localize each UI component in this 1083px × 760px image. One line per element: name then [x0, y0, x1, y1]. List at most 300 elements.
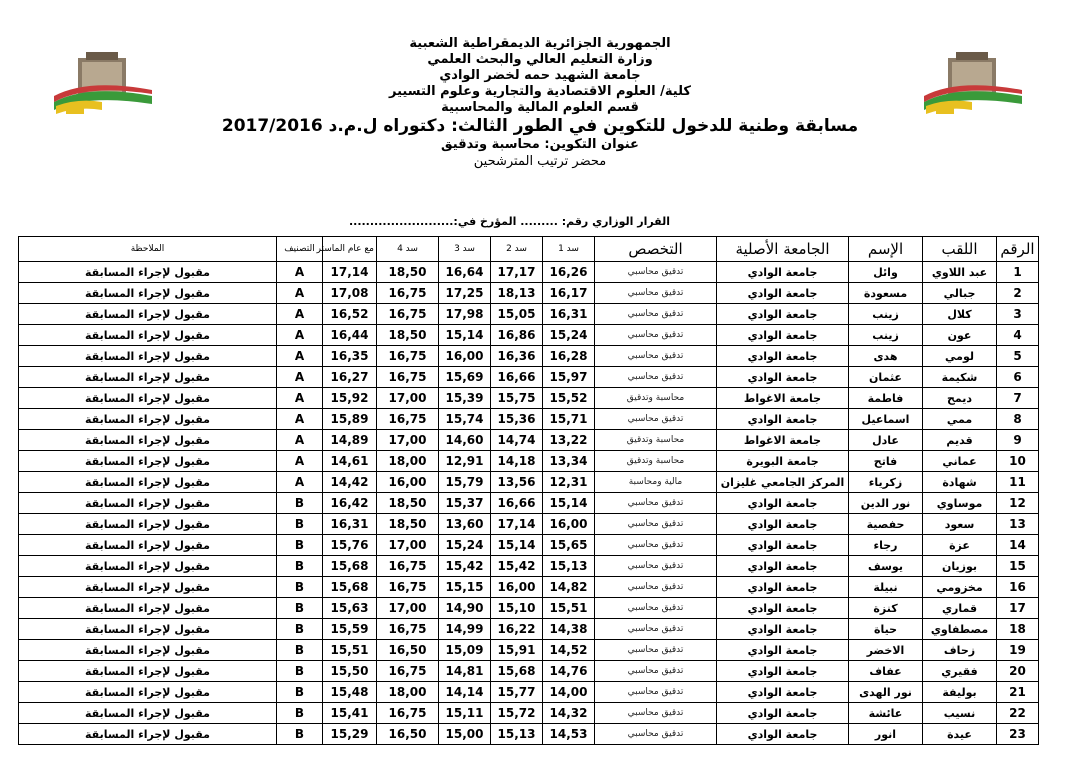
university-logo-icon	[918, 44, 1028, 134]
s3-cell: 14,60	[439, 430, 491, 451]
rank-cell: 18	[997, 619, 1039, 640]
master-avg-cell: 16,42	[323, 493, 377, 514]
master-avg-cell: 15,92	[323, 388, 377, 409]
remark-cell: مقبول لإجراء المسابقة	[19, 640, 277, 661]
document-header	[190, 36, 890, 170]
surname-cell: عزة	[923, 535, 997, 556]
s4-cell: 16,75	[377, 346, 439, 367]
classification-cell: A	[277, 430, 323, 451]
master-avg-cell: 15,51	[323, 640, 377, 661]
republic-line: الجمهورية الجزائرية الديمقراطية الشعبية	[409, 36, 671, 51]
s2-cell: 15,13	[491, 724, 543, 745]
s4-cell: 16,75	[377, 283, 439, 304]
surname-cell: عيدة	[923, 724, 997, 745]
s4-cell: 16,75	[377, 619, 439, 640]
classification-cell: A	[277, 472, 323, 493]
col-s4-header: سد 4	[377, 237, 439, 262]
remark-cell: مقبول لإجراء المسابقة	[19, 724, 277, 745]
surname-cell: عماني	[923, 451, 997, 472]
remark-cell: مقبول لإجراء المسابقة	[19, 682, 277, 703]
university-cell: جامعة الوادي	[717, 640, 849, 661]
classification-cell: B	[277, 598, 323, 619]
table-row	[19, 451, 1039, 472]
university-cell: جامعة الوادي	[717, 577, 849, 598]
specialty-cell: تدقيق محاسبي	[595, 325, 717, 346]
university-logo-left	[48, 44, 158, 134]
specialty-cell: محاسبة وتدقيق	[595, 430, 717, 451]
classification-cell: A	[277, 388, 323, 409]
remark-cell: مقبول لإجراء المسابقة	[19, 619, 277, 640]
s1-cell: 12,31	[543, 472, 595, 493]
classification-cell: A	[277, 304, 323, 325]
master-avg-cell: 16,52	[323, 304, 377, 325]
rank-cell: 21	[997, 682, 1039, 703]
university-cell: جامعة البويرة	[717, 451, 849, 472]
table-row	[19, 325, 1039, 346]
specialty-cell: تدقيق محاسبي	[595, 262, 717, 283]
s1-cell: 16,17	[543, 283, 595, 304]
s2-cell: 16,22	[491, 619, 543, 640]
name-cell: فاتح	[849, 451, 923, 472]
remark-cell: مقبول لإجراء المسابقة	[19, 535, 277, 556]
specialty-cell: تدقيق محاسبي	[595, 619, 717, 640]
specialty-cell: تدقيق محاسبي	[595, 640, 717, 661]
s1-cell: 13,22	[543, 430, 595, 451]
s4-cell: 18,00	[377, 682, 439, 703]
master-avg-cell: 14,42	[323, 472, 377, 493]
table-row	[19, 409, 1039, 430]
classification-cell: A	[277, 325, 323, 346]
s4-cell: 16,75	[377, 304, 439, 325]
name-cell: انور	[849, 724, 923, 745]
classification-cell: B	[277, 493, 323, 514]
university-cell: جامعة الوادي	[717, 661, 849, 682]
classification-cell: A	[277, 262, 323, 283]
minutes-label: محضر ترتيب المترشحين	[473, 154, 607, 169]
col-specialty-header: التخصص	[595, 237, 717, 262]
master-avg-cell: 17,14	[323, 262, 377, 283]
university-cell: جامعة الاغواط	[717, 430, 849, 451]
rank-cell: 16	[997, 577, 1039, 598]
university-cell: جامعة الوادي	[717, 682, 849, 703]
classification-cell: B	[277, 514, 323, 535]
s2-cell: 13,56	[491, 472, 543, 493]
table-row	[19, 661, 1039, 682]
classification-cell: B	[277, 661, 323, 682]
department-line: قسم العلوم المالية والمحاسبية	[441, 100, 639, 115]
specialty-cell: تدقيق محاسبي	[595, 514, 717, 535]
s2-cell: 16,86	[491, 325, 543, 346]
name-cell: نور الهدى	[849, 682, 923, 703]
surname-cell: زحاف	[923, 640, 997, 661]
s4-cell: 18,50	[377, 514, 439, 535]
university-cell: المركز الجامعي غليزان	[717, 472, 849, 493]
remark-cell: مقبول لإجراء المسابقة	[19, 556, 277, 577]
s2-cell: 15,42	[491, 556, 543, 577]
s4-cell: 18,00	[377, 451, 439, 472]
classification-cell: A	[277, 451, 323, 472]
table-row	[19, 388, 1039, 409]
table-row	[19, 430, 1039, 451]
remark-cell: مقبول لإجراء المسابقة	[19, 703, 277, 724]
name-cell: حياة	[849, 619, 923, 640]
specialty-cell: تدقيق محاسبي	[595, 304, 717, 325]
table-row	[19, 640, 1039, 661]
name-cell: اسماعيل	[849, 409, 923, 430]
surname-cell: مخزومي	[923, 577, 997, 598]
name-cell: عفاف	[849, 661, 923, 682]
s4-cell: 18,50	[377, 325, 439, 346]
name-cell: وائل	[849, 262, 923, 283]
rank-cell: 23	[997, 724, 1039, 745]
remark-cell: مقبول لإجراء المسابقة	[19, 577, 277, 598]
s2-cell: 15,72	[491, 703, 543, 724]
table-row	[19, 598, 1039, 619]
s2-cell: 14,18	[491, 451, 543, 472]
university-cell: جامعة الوادي	[717, 619, 849, 640]
specialty-cell: تدقيق محاسبي	[595, 661, 717, 682]
s3-cell: 15,11	[439, 703, 491, 724]
s4-cell: 17,00	[377, 598, 439, 619]
s1-cell: 16,00	[543, 514, 595, 535]
col-name-header: الإسم	[849, 237, 923, 262]
specialty-cell: محاسبة وتدقيق	[595, 388, 717, 409]
remark-cell: مقبول لإجراء المسابقة	[19, 388, 277, 409]
name-cell: زكرياء	[849, 472, 923, 493]
s3-cell: 15,09	[439, 640, 491, 661]
specialty-cell: تدقيق محاسبي	[595, 556, 717, 577]
name-cell: عادل	[849, 430, 923, 451]
s3-cell: 15,74	[439, 409, 491, 430]
col-classification-header: التصنيف	[277, 237, 323, 262]
s1-cell: 14,76	[543, 661, 595, 682]
university-line: جامعة الشهيد حمه لخضر الوادي	[439, 68, 641, 83]
col-remark-header: الملاحظة	[19, 237, 277, 262]
s2-cell: 16,66	[491, 493, 543, 514]
table-header-row	[19, 237, 1039, 262]
master-avg-cell: 15,59	[323, 619, 377, 640]
rank-cell: 17	[997, 598, 1039, 619]
master-avg-cell: 15,29	[323, 724, 377, 745]
table-row	[19, 493, 1039, 514]
surname-cell: عبد اللاوي	[923, 262, 997, 283]
s2-cell: 15,36	[491, 409, 543, 430]
name-cell: عائشة	[849, 703, 923, 724]
specialty-cell: تدقيق محاسبي	[595, 493, 717, 514]
master-avg-cell: 15,68	[323, 577, 377, 598]
s1-cell: 15,65	[543, 535, 595, 556]
master-avg-cell: 16,35	[323, 346, 377, 367]
rank-cell: 2	[997, 283, 1039, 304]
remark-cell: مقبول لإجراء المسابقة	[19, 283, 277, 304]
name-cell: الاخضر	[849, 640, 923, 661]
table-row	[19, 367, 1039, 388]
rank-cell: 13	[997, 514, 1039, 535]
specialty-cell: تدقيق محاسبي	[595, 535, 717, 556]
rank-cell: 19	[997, 640, 1039, 661]
s1-cell: 15,14	[543, 493, 595, 514]
rank-cell: 9	[997, 430, 1039, 451]
name-cell: فاطمة	[849, 388, 923, 409]
s1-cell: 14,32	[543, 703, 595, 724]
surname-cell: شهادة	[923, 472, 997, 493]
remark-cell: مقبول لإجراء المسابقة	[19, 367, 277, 388]
specialty-cell: تدقيق محاسبي	[595, 367, 717, 388]
s2-cell: 15,91	[491, 640, 543, 661]
specialty-cell: تدقيق محاسبي	[595, 283, 717, 304]
table-row	[19, 682, 1039, 703]
remark-cell: مقبول لإجراء المسابقة	[19, 514, 277, 535]
s3-cell: 15,79	[439, 472, 491, 493]
s3-cell: 16,64	[439, 262, 491, 283]
s1-cell: 14,82	[543, 577, 595, 598]
name-cell: نبيلة	[849, 577, 923, 598]
s4-cell: 16,75	[377, 661, 439, 682]
s3-cell: 14,90	[439, 598, 491, 619]
specialty-cell: تدقيق محاسبي	[595, 682, 717, 703]
university-cell: جامعة الوادي	[717, 493, 849, 514]
table-row	[19, 514, 1039, 535]
remark-cell: مقبول لإجراء المسابقة	[19, 493, 277, 514]
master-avg-cell: 15,63	[323, 598, 377, 619]
university-cell: جامعة الوادي	[717, 367, 849, 388]
name-cell: حفصية	[849, 514, 923, 535]
master-avg-cell: 14,89	[323, 430, 377, 451]
name-cell: هدى	[849, 346, 923, 367]
surname-cell: جبالي	[923, 283, 997, 304]
rank-cell: 1	[997, 262, 1039, 283]
rank-cell: 15	[997, 556, 1039, 577]
classification-cell: B	[277, 703, 323, 724]
s3-cell: 15,69	[439, 367, 491, 388]
s1-cell: 15,97	[543, 367, 595, 388]
university-logo-icon	[48, 44, 158, 134]
name-cell: كنزة	[849, 598, 923, 619]
specialty-cell: تدقيق محاسبي	[595, 577, 717, 598]
classification-cell: B	[277, 640, 323, 661]
specialty-cell: محاسبة وتدقيق	[595, 451, 717, 472]
specialty-cell: تدقيق محاسبي	[595, 598, 717, 619]
s3-cell: 15,00	[439, 724, 491, 745]
master-avg-cell: 15,68	[323, 556, 377, 577]
master-avg-cell: 17,08	[323, 283, 377, 304]
s3-cell: 14,81	[439, 661, 491, 682]
s3-cell: 15,14	[439, 325, 491, 346]
s1-cell: 14,52	[543, 640, 595, 661]
master-avg-cell: 16,27	[323, 367, 377, 388]
specialty-cell: تدقيق محاسبي	[595, 346, 717, 367]
s4-cell: 17,00	[377, 388, 439, 409]
table-row	[19, 283, 1039, 304]
s1-cell: 14,00	[543, 682, 595, 703]
surname-cell: ممي	[923, 409, 997, 430]
rank-cell: 8	[997, 409, 1039, 430]
s3-cell: 14,14	[439, 682, 491, 703]
rank-cell: 6	[997, 367, 1039, 388]
s1-cell: 16,26	[543, 262, 595, 283]
s1-cell: 15,13	[543, 556, 595, 577]
rank-cell: 5	[997, 346, 1039, 367]
specialty-cell: تدقيق محاسبي	[595, 703, 717, 724]
classification-cell: B	[277, 577, 323, 598]
s2-cell: 15,68	[491, 661, 543, 682]
s2-cell: 15,77	[491, 682, 543, 703]
university-cell: جامعة الوادي	[717, 514, 849, 535]
col-s2-header: سد 2	[491, 237, 543, 262]
classification-cell: A	[277, 409, 323, 430]
s1-cell: 14,38	[543, 619, 595, 640]
col-surname-header: اللقب	[923, 237, 997, 262]
classification-cell: A	[277, 367, 323, 388]
surname-cell: لومي	[923, 346, 997, 367]
remark-cell: مقبول لإجراء المسابقة	[19, 451, 277, 472]
table-row	[19, 556, 1039, 577]
classification-cell: A	[277, 283, 323, 304]
table-row	[19, 724, 1039, 745]
specialty-cell: تدقيق محاسبي	[595, 409, 717, 430]
name-cell: زينب	[849, 325, 923, 346]
classification-cell: A	[277, 346, 323, 367]
surname-cell: ديمح	[923, 388, 997, 409]
s2-cell: 17,14	[491, 514, 543, 535]
name-cell: يوسف	[849, 556, 923, 577]
master-avg-cell: 16,31	[323, 514, 377, 535]
s4-cell: 16,75	[377, 577, 439, 598]
table-row	[19, 304, 1039, 325]
classification-cell: B	[277, 682, 323, 703]
master-avg-cell: 15,89	[323, 409, 377, 430]
document-title: مسابقة وطنية للدخول للتكوين في الطور الثالث: دكتوراه ل.م.د 2017/2016	[221, 116, 859, 136]
remark-cell: مقبول لإجراء المسابقة	[19, 409, 277, 430]
name-cell: زينب	[849, 304, 923, 325]
remark-cell: مقبول لإجراء المسابقة	[19, 598, 277, 619]
name-cell: مسعودة	[849, 283, 923, 304]
s1-cell: 14,53	[543, 724, 595, 745]
s3-cell: 12,91	[439, 451, 491, 472]
faculty-line: كلية/ العلوم الاقتصادية والتجارية وعلوم التسيير	[389, 84, 691, 99]
s4-cell: 18,50	[377, 493, 439, 514]
remark-cell: مقبول لإجراء المسابقة	[19, 325, 277, 346]
s4-cell: 16,50	[377, 640, 439, 661]
s1-cell: 13,34	[543, 451, 595, 472]
s2-cell: 15,05	[491, 304, 543, 325]
col-origin-university-header: الجامعة الأصلية	[717, 237, 849, 262]
surname-cell: نسيب	[923, 703, 997, 724]
s3-cell: 15,39	[439, 388, 491, 409]
s4-cell: 16,50	[377, 724, 439, 745]
s1-cell: 15,71	[543, 409, 595, 430]
s3-cell: 17,98	[439, 304, 491, 325]
s2-cell: 15,10	[491, 598, 543, 619]
s1-cell: 15,51	[543, 598, 595, 619]
s4-cell: 16,75	[377, 703, 439, 724]
name-cell: نور الدين	[849, 493, 923, 514]
rank-cell: 4	[997, 325, 1039, 346]
remark-cell: مقبول لإجراء المسابقة	[19, 304, 277, 325]
classification-cell: B	[277, 619, 323, 640]
training-title: عنوان التكوين: محاسبة وتدقيق	[441, 137, 639, 152]
s2-cell: 15,14	[491, 535, 543, 556]
surname-cell: مصطفاوي	[923, 619, 997, 640]
master-avg-cell: 15,76	[323, 535, 377, 556]
name-cell: عثمان	[849, 367, 923, 388]
s2-cell: 18,13	[491, 283, 543, 304]
surname-cell: بوزيان	[923, 556, 997, 577]
master-avg-cell: 15,48	[323, 682, 377, 703]
s2-cell: 16,66	[491, 367, 543, 388]
rank-cell: 20	[997, 661, 1039, 682]
master-avg-cell: 15,41	[323, 703, 377, 724]
s4-cell: 18,50	[377, 262, 439, 283]
s3-cell: 17,25	[439, 283, 491, 304]
s3-cell: 16,00	[439, 346, 491, 367]
specialty-cell: مالية ومحاسبة	[595, 472, 717, 493]
classification-cell: B	[277, 535, 323, 556]
s4-cell: 16,00	[377, 472, 439, 493]
rank-cell: 3	[997, 304, 1039, 325]
ministry-line: وزارة التعليم العالي والبحث العلمي	[427, 52, 653, 67]
surname-cell: فقيري	[923, 661, 997, 682]
table-row	[19, 577, 1039, 598]
surname-cell: قديم	[923, 430, 997, 451]
surname-cell: موساوي	[923, 493, 997, 514]
table-row	[19, 619, 1039, 640]
s4-cell: 16,75	[377, 409, 439, 430]
university-cell: جامعة الوادي	[717, 262, 849, 283]
university-cell: جامعة الوادي	[717, 724, 849, 745]
rank-cell: 22	[997, 703, 1039, 724]
s1-cell: 16,31	[543, 304, 595, 325]
s4-cell: 16,75	[377, 556, 439, 577]
s2-cell: 15,75	[491, 388, 543, 409]
s2-cell: 16,00	[491, 577, 543, 598]
classification-cell: B	[277, 724, 323, 745]
s1-cell: 15,52	[543, 388, 595, 409]
table-row	[19, 535, 1039, 556]
s3-cell: 15,42	[439, 556, 491, 577]
classification-cell: B	[277, 556, 323, 577]
col-s3-header: سد 3	[439, 237, 491, 262]
col-master-avg-header: مع عام الماستر	[323, 237, 377, 262]
university-cell: جامعة الوادي	[717, 283, 849, 304]
university-cell: جامعة الوادي	[717, 346, 849, 367]
surname-cell: عون	[923, 325, 997, 346]
remark-cell: مقبول لإجراء المسابقة	[19, 661, 277, 682]
master-avg-cell: 16,44	[323, 325, 377, 346]
surname-cell: بوليفة	[923, 682, 997, 703]
s4-cell: 17,00	[377, 535, 439, 556]
surname-cell: شكيمة	[923, 367, 997, 388]
rank-cell: 12	[997, 493, 1039, 514]
rank-cell: 11	[997, 472, 1039, 493]
s3-cell: 15,24	[439, 535, 491, 556]
university-cell: جامعة الوادي	[717, 325, 849, 346]
s3-cell: 15,15	[439, 577, 491, 598]
university-cell: جامعة الوادي	[717, 703, 849, 724]
s2-cell: 17,17	[491, 262, 543, 283]
master-avg-cell: 14,61	[323, 451, 377, 472]
university-cell: جامعة الوادي	[717, 535, 849, 556]
university-cell: جامعة الوادي	[717, 304, 849, 325]
s1-cell: 16,28	[543, 346, 595, 367]
university-cell: جامعة الوادي	[717, 409, 849, 430]
remark-cell: مقبول لإجراء المسابقة	[19, 262, 277, 283]
rank-cell: 14	[997, 535, 1039, 556]
university-cell: جامعة الوادي	[717, 556, 849, 577]
s1-cell: 15,24	[543, 325, 595, 346]
surname-cell: سعود	[923, 514, 997, 535]
remark-cell: مقبول لإجراء المسابقة	[19, 430, 277, 451]
